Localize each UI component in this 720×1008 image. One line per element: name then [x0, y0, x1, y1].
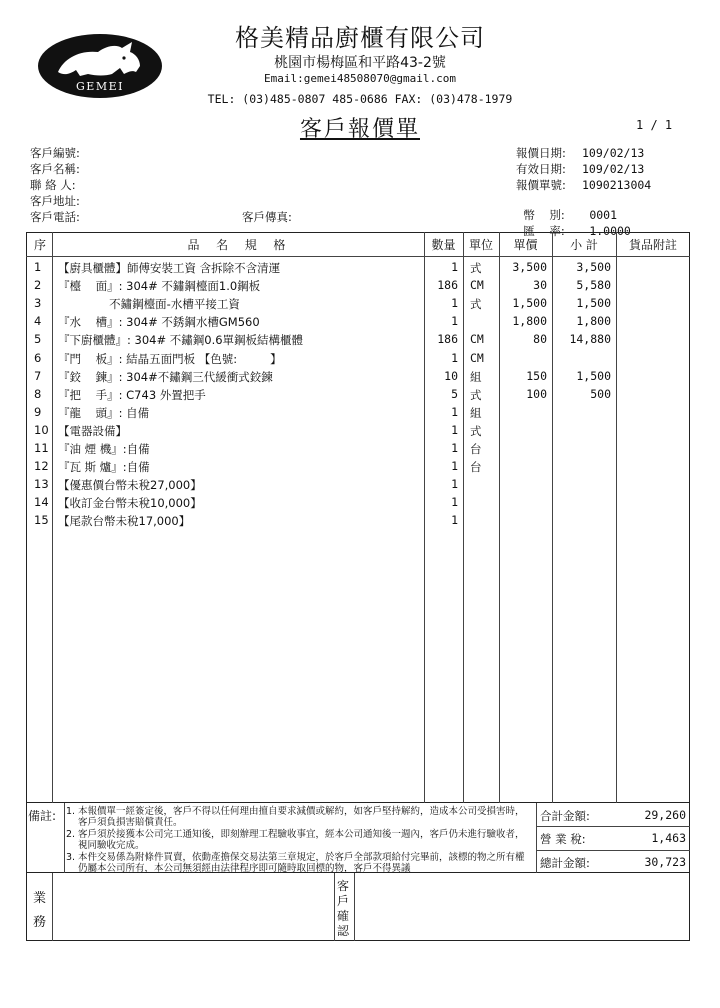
cell-unit-price: 1,500	[512, 296, 547, 311]
cell-seq: 4	[34, 314, 42, 329]
cell-quantity: 1	[451, 260, 458, 274]
col-divider	[52, 232, 53, 803]
company-address: 桃園市楊梅區和平路43-2號	[274, 55, 446, 71]
cell-seq: 14	[34, 495, 49, 510]
cell-unit-price: 80	[533, 332, 547, 347]
cell-unit: 式	[470, 261, 482, 275]
cell-quantity: 10	[444, 368, 458, 383]
customer-address-label: 客戶地址:	[30, 194, 80, 208]
totals-row-divider	[536, 850, 690, 851]
remarks-divider	[64, 803, 65, 873]
cell-item-spec: 【優惠價台幣未稅27,000】	[58, 478, 202, 493]
cell-quantity: 1	[451, 422, 458, 437]
totals-divider	[536, 803, 537, 873]
customer-confirm-3: 確	[337, 909, 350, 923]
cell-unit: 組	[470, 405, 482, 420]
customer-confirm-1: 客	[337, 879, 350, 893]
cell-seq: 8	[34, 386, 42, 401]
cell-item-spec: 【尾款台幣未稅17,000】	[58, 514, 191, 529]
cell-quantity: 1	[451, 477, 458, 492]
cell-quantity: 1	[451, 495, 458, 510]
cell-item-spec: 『檯 面』: 304# 不鏽鋼檯面1.0鋼板	[58, 279, 261, 294]
cell-quantity: 1	[451, 296, 458, 311]
cell-item-spec: 【電器設備】	[58, 423, 127, 438]
currency-label: 幣 別:	[523, 208, 565, 222]
signature-divider	[354, 873, 355, 941]
header-unit: 單位	[468, 238, 493, 252]
quote-number-row	[516, 177, 651, 193]
cell-seq: 7	[34, 368, 42, 383]
logo-text: GEMEI	[76, 80, 124, 93]
cell-item-spec: 【廚具櫃體】師傅安裝工資 含拆除不含清運	[58, 261, 281, 275]
cell-quantity: 186	[437, 332, 458, 347]
total-amount: 30,723	[644, 855, 686, 869]
cell-item-spec: 不鏽鋼檯面-水槽平接工資	[58, 297, 240, 312]
cell-unit-price: 100	[526, 386, 547, 401]
cell-item-spec: 『鉸 鍊』: 304#不鏽鋼三代緩衝式鉸鍊	[58, 369, 273, 384]
currency: 0001	[589, 208, 618, 222]
cell-item-spec: 『瓦 斯 爐』:自備	[58, 460, 150, 475]
valid-date-row	[516, 161, 644, 177]
company-email: Email:gemei48508070@gmail.com	[263, 72, 457, 85]
customer-name-label: 客戶名稱:	[30, 162, 80, 176]
exchange-rate-label: 匯 率:	[523, 224, 565, 238]
cell-quantity: 1	[451, 404, 458, 419]
cell-subtotal: 5,580	[576, 278, 611, 293]
header-item-note: 貨品附註	[628, 238, 677, 252]
remark-text: 本件交易係為附條件買賣，依動產擔保交易法第三章規定，於客戶全部款項給付完畢前，該標的物之所有權仍屬本公司所有，本公司無須經由法律程序即可隨時取回標的物，客戶不得異議	[78, 852, 525, 874]
totals-row-divider	[536, 826, 690, 827]
remark-note-1	[66, 806, 526, 828]
cell-quantity: 1	[451, 314, 458, 329]
cell-quantity: 5	[451, 386, 458, 401]
tax-label: 營 業 稅:	[540, 832, 586, 846]
quote-date: 109/02/13	[582, 146, 645, 160]
cell-seq: 1	[34, 260, 42, 274]
signature-divider	[334, 873, 335, 941]
cell-item-spec: 『水 槽』: 304# 不銹鋼水槽GM560	[58, 315, 260, 330]
cell-quantity: 1	[451, 513, 458, 528]
header-quantity: 數量	[431, 238, 456, 252]
quote-number-label: 報價單號:	[516, 178, 566, 192]
sum-amount: 29,260	[644, 808, 686, 822]
remark-number: 3.	[66, 852, 76, 863]
total-label: 總計金額:	[540, 856, 590, 870]
cell-unit: CM	[470, 332, 484, 347]
cell-item-spec: 『油 煙 機』:自備	[58, 442, 150, 456]
cell-unit: 台	[470, 460, 482, 475]
remark-note-3	[66, 852, 526, 874]
company-name: 格美精品廚櫃有限公司	[235, 24, 485, 52]
cell-unit: 式	[470, 387, 482, 402]
header-seq: 序	[33, 238, 46, 252]
quote-date-row	[516, 145, 644, 161]
cell-unit: 式	[470, 423, 482, 438]
customer-phone-label: 客戶電話:	[30, 210, 80, 224]
remark-text: 客戶須於接獲本公司完工通知後，即刻辦理工程驗收事宜，經本公司通知後一週內，客戶仍未進行驗收者，視同驗收完成。	[78, 829, 525, 851]
cell-seq: 10	[34, 422, 49, 437]
sales-label-2: 務	[33, 915, 47, 930]
remark-note-2	[66, 829, 526, 851]
signature-section	[26, 873, 690, 941]
cell-subtotal: 1,500	[576, 296, 611, 311]
cell-seq: 6	[34, 350, 42, 365]
customer-id-label: 客戶編號:	[30, 146, 80, 160]
header-subtotal: 小 計	[570, 238, 598, 252]
company-logo	[36, 32, 164, 100]
cell-unit: 式	[470, 297, 482, 312]
cell-quantity: 1	[451, 350, 458, 365]
cell-subtotal: 14,880	[569, 332, 611, 347]
remark-text: 本報價單一經簽定後，客戶不得以任何理由擅自要求減價或解約，如客戶堅持解約，造成本公司受損害時，客戶須負損害賠償責任。	[78, 806, 525, 828]
cell-subtotal: 1,800	[576, 314, 611, 329]
quote-date-label: 報價日期:	[516, 146, 566, 160]
cell-seq: 15	[34, 513, 49, 528]
remark-number: 2.	[66, 829, 76, 840]
valid-date-label: 有效日期:	[516, 162, 566, 176]
customer-contact-label: 聯 絡 人:	[30, 178, 76, 192]
cell-unit-price: 30	[533, 278, 547, 293]
page-number: 1 / 1	[636, 118, 673, 132]
cell-item-spec: 『門 板』: 結晶五面門板 【色號: 】	[58, 351, 282, 366]
cell-item-spec: 『把 手』: C743 外置把手	[58, 387, 206, 402]
cell-item-spec: 【收訂金台幣未稅10,000】	[58, 496, 202, 511]
signature-divider	[52, 873, 53, 941]
company-phone: TEL: (03)485-0807 485-0686 FAX: (03)478-1979	[207, 92, 513, 106]
cell-item-spec: 『龍 頭』: 自備	[58, 405, 150, 420]
cell-quantity: 186	[437, 278, 458, 293]
cell-seq: 12	[34, 459, 49, 474]
customer-fax-label: 客戶傳真:	[242, 210, 292, 224]
remarks-label: 備註:	[28, 809, 57, 823]
col-divider	[463, 232, 464, 803]
cell-quantity: 1	[451, 441, 458, 455]
cell-seq: 13	[34, 477, 49, 492]
cell-unit: CM	[470, 278, 484, 293]
header-unit-price: 單價	[513, 238, 538, 252]
cell-subtotal: 500	[590, 386, 611, 401]
cell-unit: 台	[470, 442, 482, 456]
quote-number: 1090213004	[582, 178, 652, 192]
header-divider	[26, 256, 690, 257]
cell-quantity: 1	[451, 459, 458, 474]
cell-seq: 11	[34, 441, 49, 455]
remark-number: 1.	[66, 806, 76, 817]
cell-seq: 5	[34, 332, 42, 347]
cell-unit: CM	[470, 350, 484, 365]
cell-seq: 3	[34, 296, 42, 311]
cell-unit-price: 3,500	[512, 260, 547, 274]
sum-label: 合計金額:	[540, 809, 590, 823]
customer-confirm-4: 認	[337, 924, 350, 938]
cell-seq: 2	[34, 278, 42, 293]
sales-label-1: 業	[33, 891, 47, 906]
cell-unit-price: 1,800	[512, 314, 547, 329]
cell-unit-price: 150	[526, 368, 547, 383]
document-title: 客戶報價單	[299, 117, 420, 142]
cell-unit: 組	[470, 369, 482, 384]
valid-date: 109/02/13	[582, 162, 645, 176]
tax-amount: 1,463	[651, 831, 686, 845]
cell-seq: 9	[34, 404, 42, 419]
col-divider	[616, 232, 617, 803]
cell-subtotal: 3,500	[576, 260, 611, 274]
header-item-spec: 品 名 規 格	[187, 238, 289, 252]
customer-confirm-2: 戶	[337, 894, 350, 908]
exchange-rate: 1.0000	[589, 224, 631, 238]
cell-item-spec: 『下廚櫃體』: 304# 不鏽鋼0.6單鋼板結構櫃體	[58, 333, 304, 348]
cell-subtotal: 1,500	[576, 368, 611, 383]
